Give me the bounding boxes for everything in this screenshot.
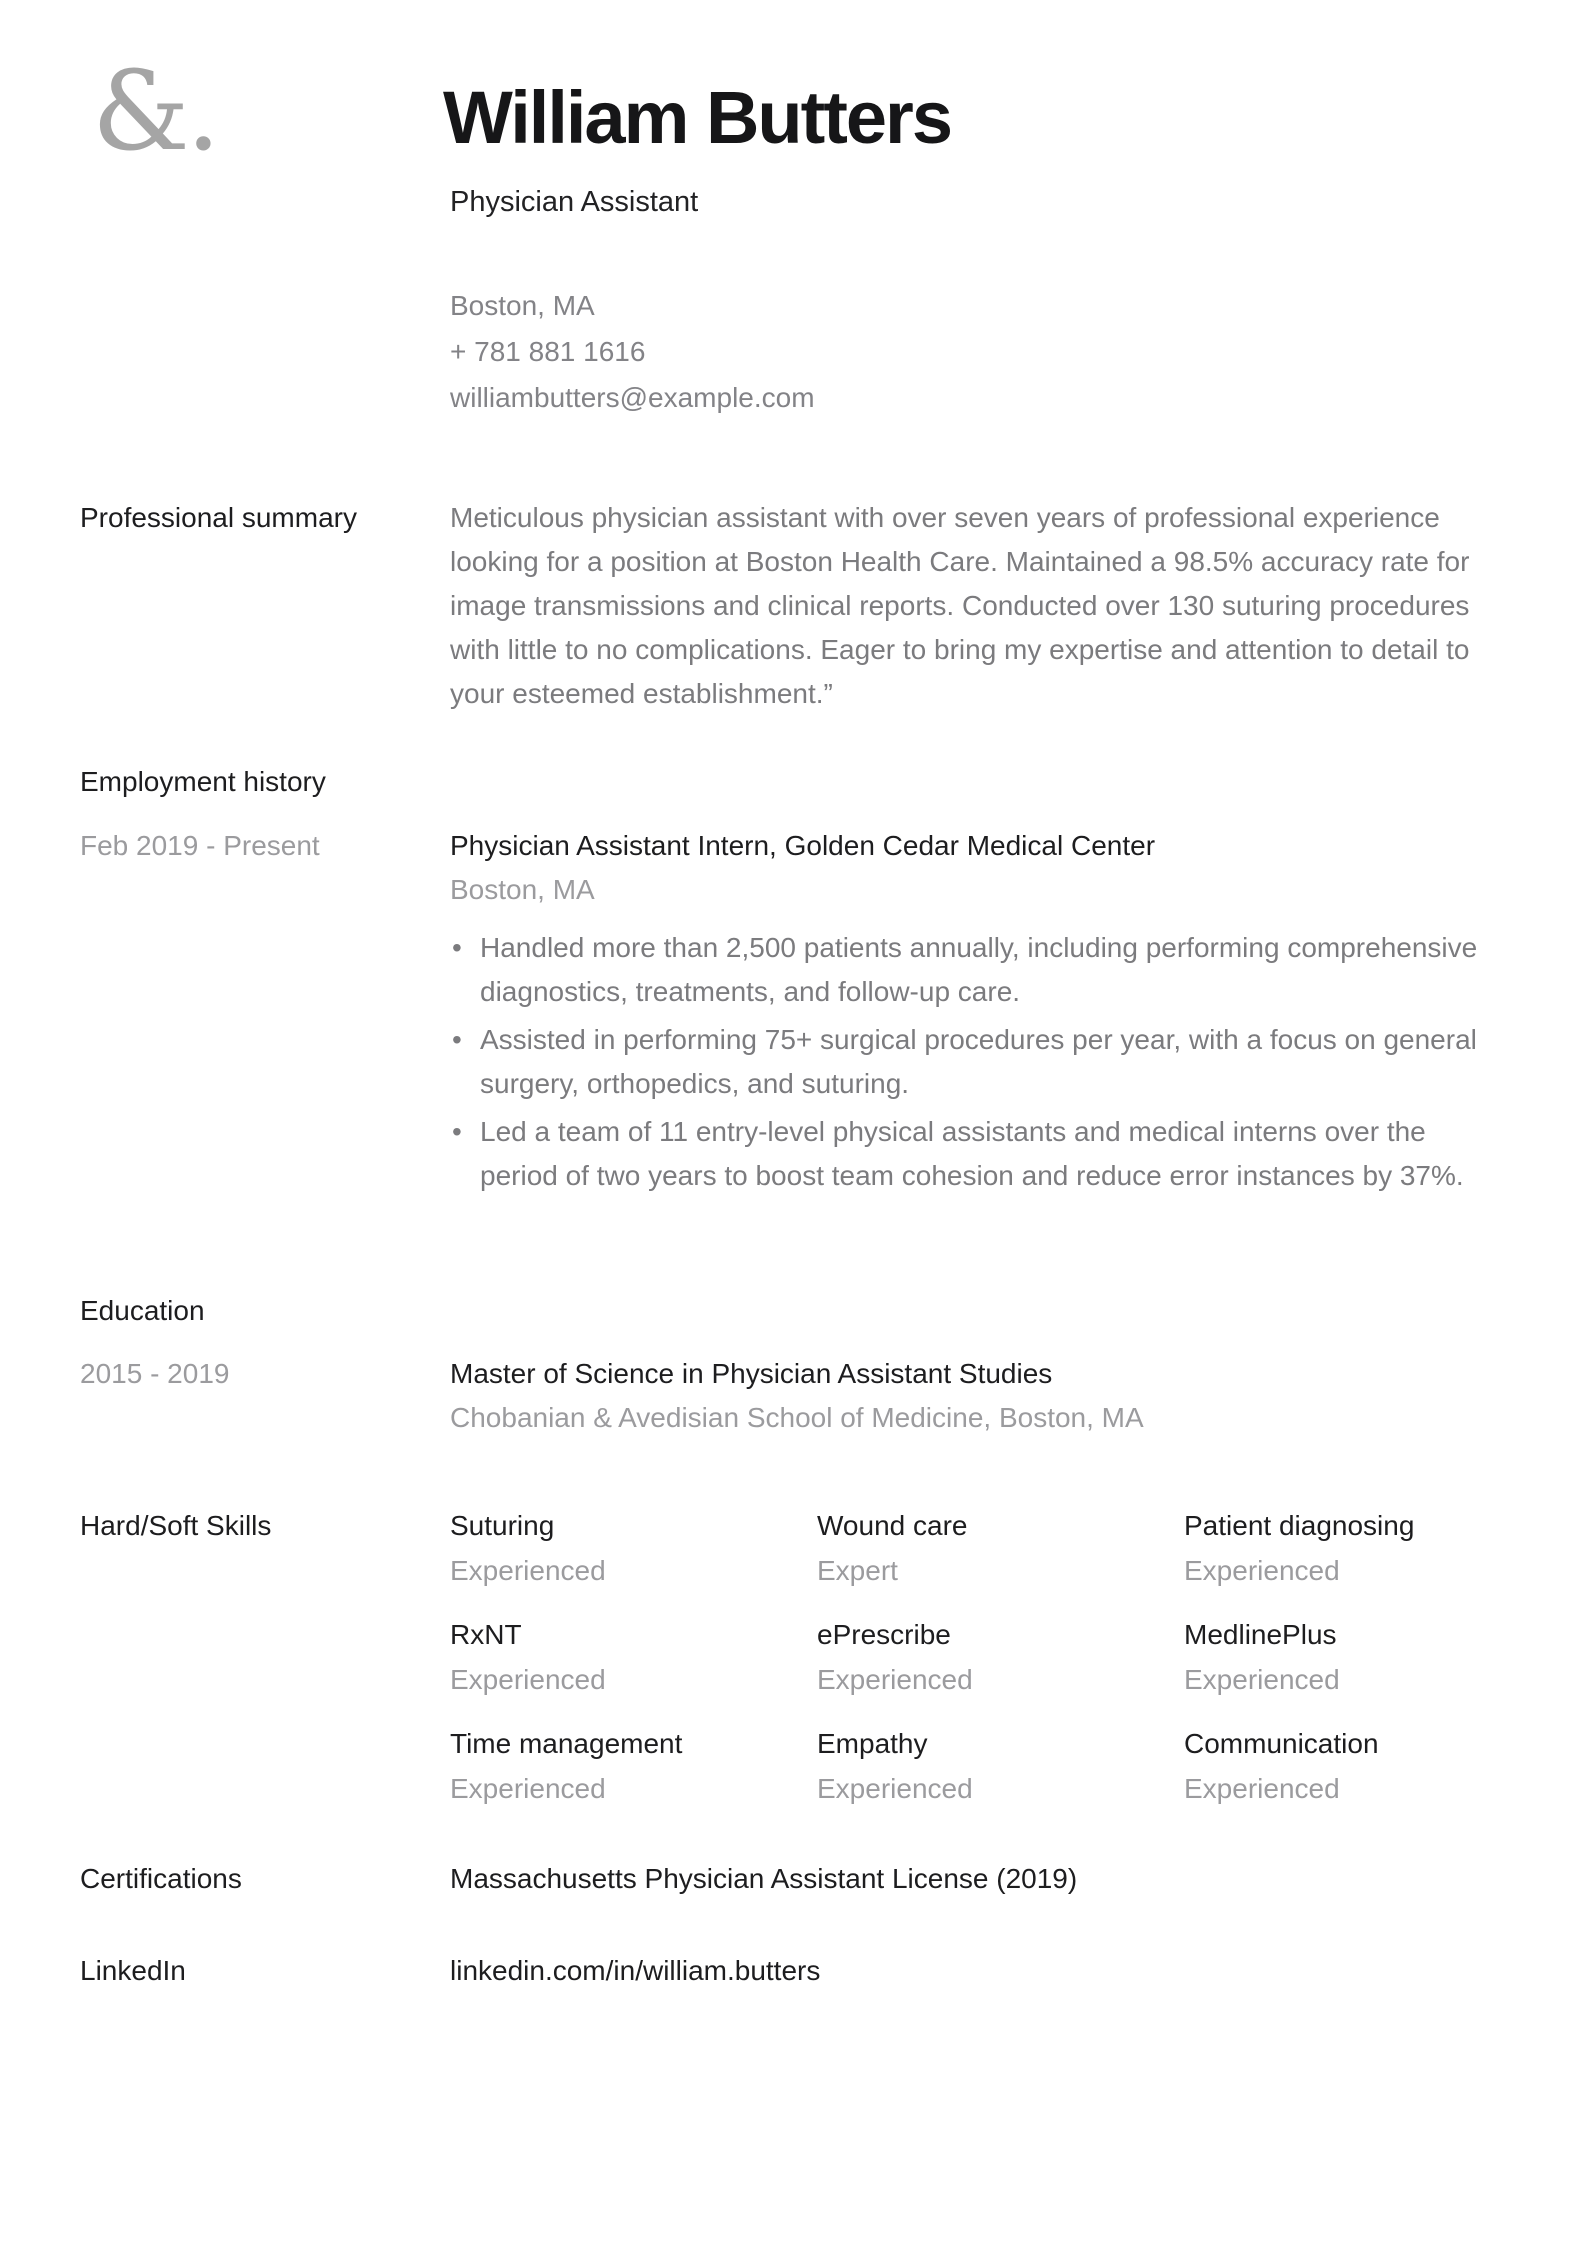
- skill-name: ePrescribe: [817, 1619, 951, 1650]
- contact-phone: + 781 881 1616: [450, 336, 646, 367]
- skill-level: Experienced: [1184, 1555, 1340, 1586]
- skill-level: Experienced: [1184, 1664, 1340, 1695]
- education-degree: Master of Science in Physician Assistant Studies: [450, 1358, 1053, 1389]
- skill-item: [1184, 1722, 1510, 1811]
- skill-level: Experienced: [1184, 1773, 1340, 1804]
- employment-location: Boston, MA: [450, 874, 595, 905]
- section-professional-summary: [80, 496, 1510, 716]
- section-label-linkedin: LinkedIn: [80, 1955, 186, 1986]
- section-linkedin: [80, 1949, 1510, 1993]
- employment-bullet: • Handled more than 2,500 patients annually, including performing comprehensive diagnostics, treatments, and follow-up care.: [450, 926, 1480, 1014]
- skill-item: [450, 1504, 817, 1593]
- contact-location: Boston, MA: [450, 290, 595, 321]
- skill-name: Suturing: [450, 1510, 555, 1541]
- section-skills: [80, 1504, 1510, 1811]
- skill-item: [1184, 1504, 1510, 1593]
- section-employment-history: [80, 760, 1510, 804]
- skill-item: [817, 1504, 1184, 1593]
- candidate-job-title: Physician Assistant: [450, 186, 699, 218]
- skill-name: Wound care: [817, 1510, 968, 1541]
- skill-name: Time management: [450, 1728, 683, 1759]
- skill-name: Communication: [1184, 1728, 1379, 1759]
- skill-item: [817, 1613, 1184, 1702]
- skill-item: [817, 1722, 1184, 1811]
- skill-name: Patient diagnosing: [1184, 1510, 1415, 1541]
- employment-bullet-list: [450, 926, 1480, 1198]
- ampersand-logo-icon: &.: [92, 47, 217, 175]
- skill-name: Empathy: [817, 1728, 928, 1759]
- skill-item: [450, 1613, 817, 1702]
- employment-bullet: • Led a team of 11 entry-level physical assistants and medical interns over the period of two years to boost team cohesion and reduce error instances by 37%.: [450, 1110, 1480, 1198]
- employment-position: Physician Assistant Intern, Golden Cedar Medical Center: [450, 830, 1156, 861]
- employment-bullet: • Assisted in performing 75+ surgical procedures per year, with a focus on general surgery, orthopedics, and suturing.: [450, 1018, 1480, 1106]
- candidate-name: William Butters: [443, 76, 951, 159]
- employment-entry: [80, 824, 1510, 1198]
- employment-dates: Feb 2019 - Present: [80, 830, 320, 861]
- section-education: [80, 1289, 1510, 1333]
- skill-level: Experienced: [450, 1773, 606, 1804]
- skill-level: Experienced: [817, 1664, 973, 1695]
- contact-email[interactable]: williambutters@example.com: [450, 382, 815, 413]
- education-dates: 2015 - 2019: [80, 1358, 230, 1389]
- skill-name: MedlinePlus: [1184, 1619, 1337, 1650]
- skill-name: RxNT: [450, 1619, 522, 1650]
- skill-level: Expert: [817, 1555, 898, 1586]
- skills-grid: [450, 1504, 1480, 1811]
- contact-block: [450, 283, 815, 421]
- professional-summary-text: Meticulous physician assistant with over seven years of professional experience looking for a position at Boston Health Care. Maintained a 98.5% accuracy rate for image transmissions and clinical reports. Conducted over 130 suturing procedures with little to no complications. Eager to bring my expertise and attention to detail to your esteemed establishment.”: [450, 502, 1470, 709]
- skill-item: [1184, 1613, 1510, 1702]
- section-label-employment-history: Employment history: [80, 766, 326, 797]
- section-certifications: [80, 1857, 1510, 1901]
- skill-level: Experienced: [450, 1555, 606, 1586]
- skill-level: Experienced: [450, 1664, 606, 1695]
- skill-level: Experienced: [817, 1773, 973, 1804]
- linkedin-url[interactable]: linkedin.com/in/william.butters: [450, 1955, 821, 1986]
- section-label-professional-summary: Professional summary: [80, 502, 357, 533]
- certification-text: Massachusetts Physician Assistant License (2019): [450, 1863, 1078, 1894]
- education-school: Chobanian & Avedisian School of Medicine, Boston, MA: [450, 1402, 1144, 1433]
- skill-item: [450, 1722, 817, 1811]
- section-label-education: Education: [80, 1295, 205, 1326]
- section-label-skills: Hard/Soft Skills: [80, 1510, 272, 1541]
- section-label-certifications: Certifications: [80, 1863, 242, 1894]
- education-entry: [80, 1352, 1510, 1440]
